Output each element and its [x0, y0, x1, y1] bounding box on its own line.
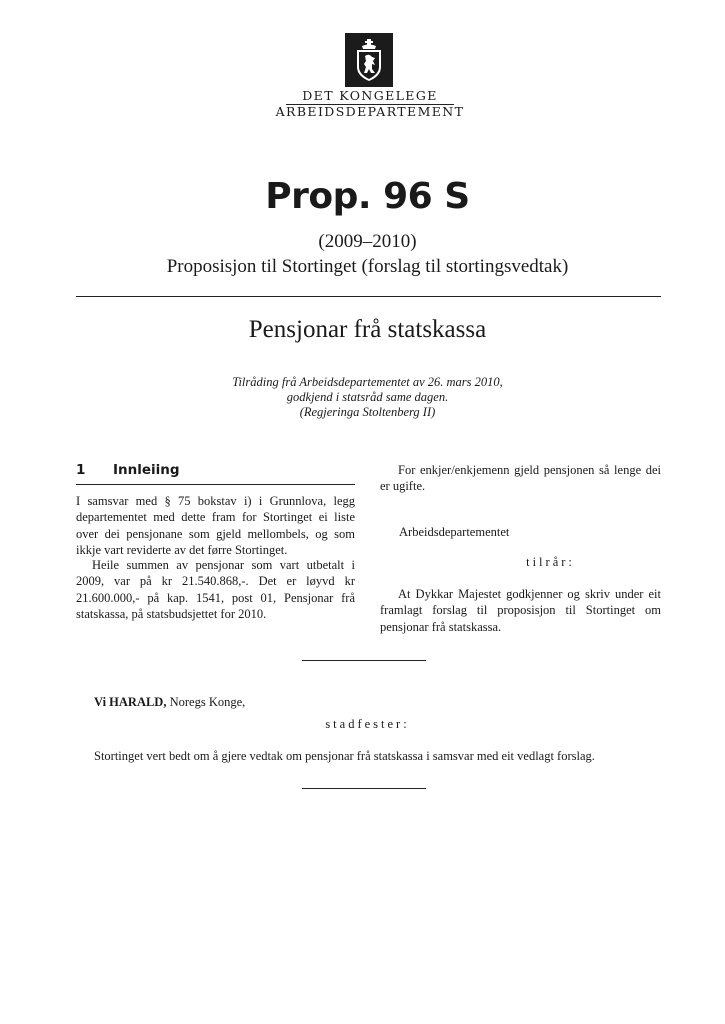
body-paragraph: I samsvar med § 75 bokstav i) i Grunnlova, legg departementet med dette fram for Stortinget ei liste over dei pensjonane som gjeld mellombels, og som ikkje vart reviderte av det førre Stortinget. — [76, 494, 355, 558]
recommends-label: tilrår: — [526, 555, 575, 569]
king-line — [94, 695, 245, 710]
section-divider — [302, 660, 426, 661]
department-name-line1: DET KONGELEGE — [302, 88, 438, 103]
department-name-line2: ARBEIDSDEPARTEMENT — [275, 104, 465, 119]
royal-coat-of-arms-icon — [345, 33, 393, 87]
king-name: Vi HARALD, — [94, 695, 167, 709]
recommendation-line: godkjend i statsråd same dagen. — [286, 390, 449, 404]
section-divider — [76, 484, 355, 485]
department-signature: Arbeidsdepartementet — [399, 525, 510, 539]
proposition-subtitle: Proposisjon til Stortinget (forslag til stortingsvedtak) — [166, 256, 569, 277]
king-title: Noregs Konge, — [169, 695, 246, 709]
proposition-number: Prop. 96 S — [265, 176, 470, 217]
confirms-label: stadfester: — [325, 717, 410, 731]
body-paragraph: Heile summen av pensjonar som vart utbetalt i 2009, var på kr 21.540.868,-. Det er løyvd kr 21.600.000,- på kap. 1541, post 01, Pensjonar frå statskassa, på statsbudsjettet for 2010. — [76, 558, 355, 622]
recommendation-line: Tilråding frå Arbeidsdepartementet av 26. mars 2010, — [232, 375, 503, 389]
session-years: (2009–2010) — [318, 231, 417, 252]
title-divider — [76, 296, 661, 297]
section-heading: Innleiing — [113, 462, 180, 478]
government-name: (Regjeringa Stoltenberg II) — [299, 405, 436, 419]
body-paragraph: At Dykkar Majestet godkjenner og skriv under eit framlagt forslag til proposisjon til Stortinget om pensjonar frå statskassa. — [380, 587, 661, 634]
section-number: 1 — [76, 462, 86, 478]
document-title: Pensjonar frå statskassa — [248, 316, 487, 343]
end-divider — [302, 788, 426, 789]
body-paragraph: For enkjer/enkjemenn gjeld pensjonen så lenge dei er ugifte. — [380, 463, 661, 494]
resolution-text: Stortinget vert bedt om å gjere vedtak om pensjonar frå statskassa i samsvar med eit vedlagt forslag. — [94, 749, 595, 763]
